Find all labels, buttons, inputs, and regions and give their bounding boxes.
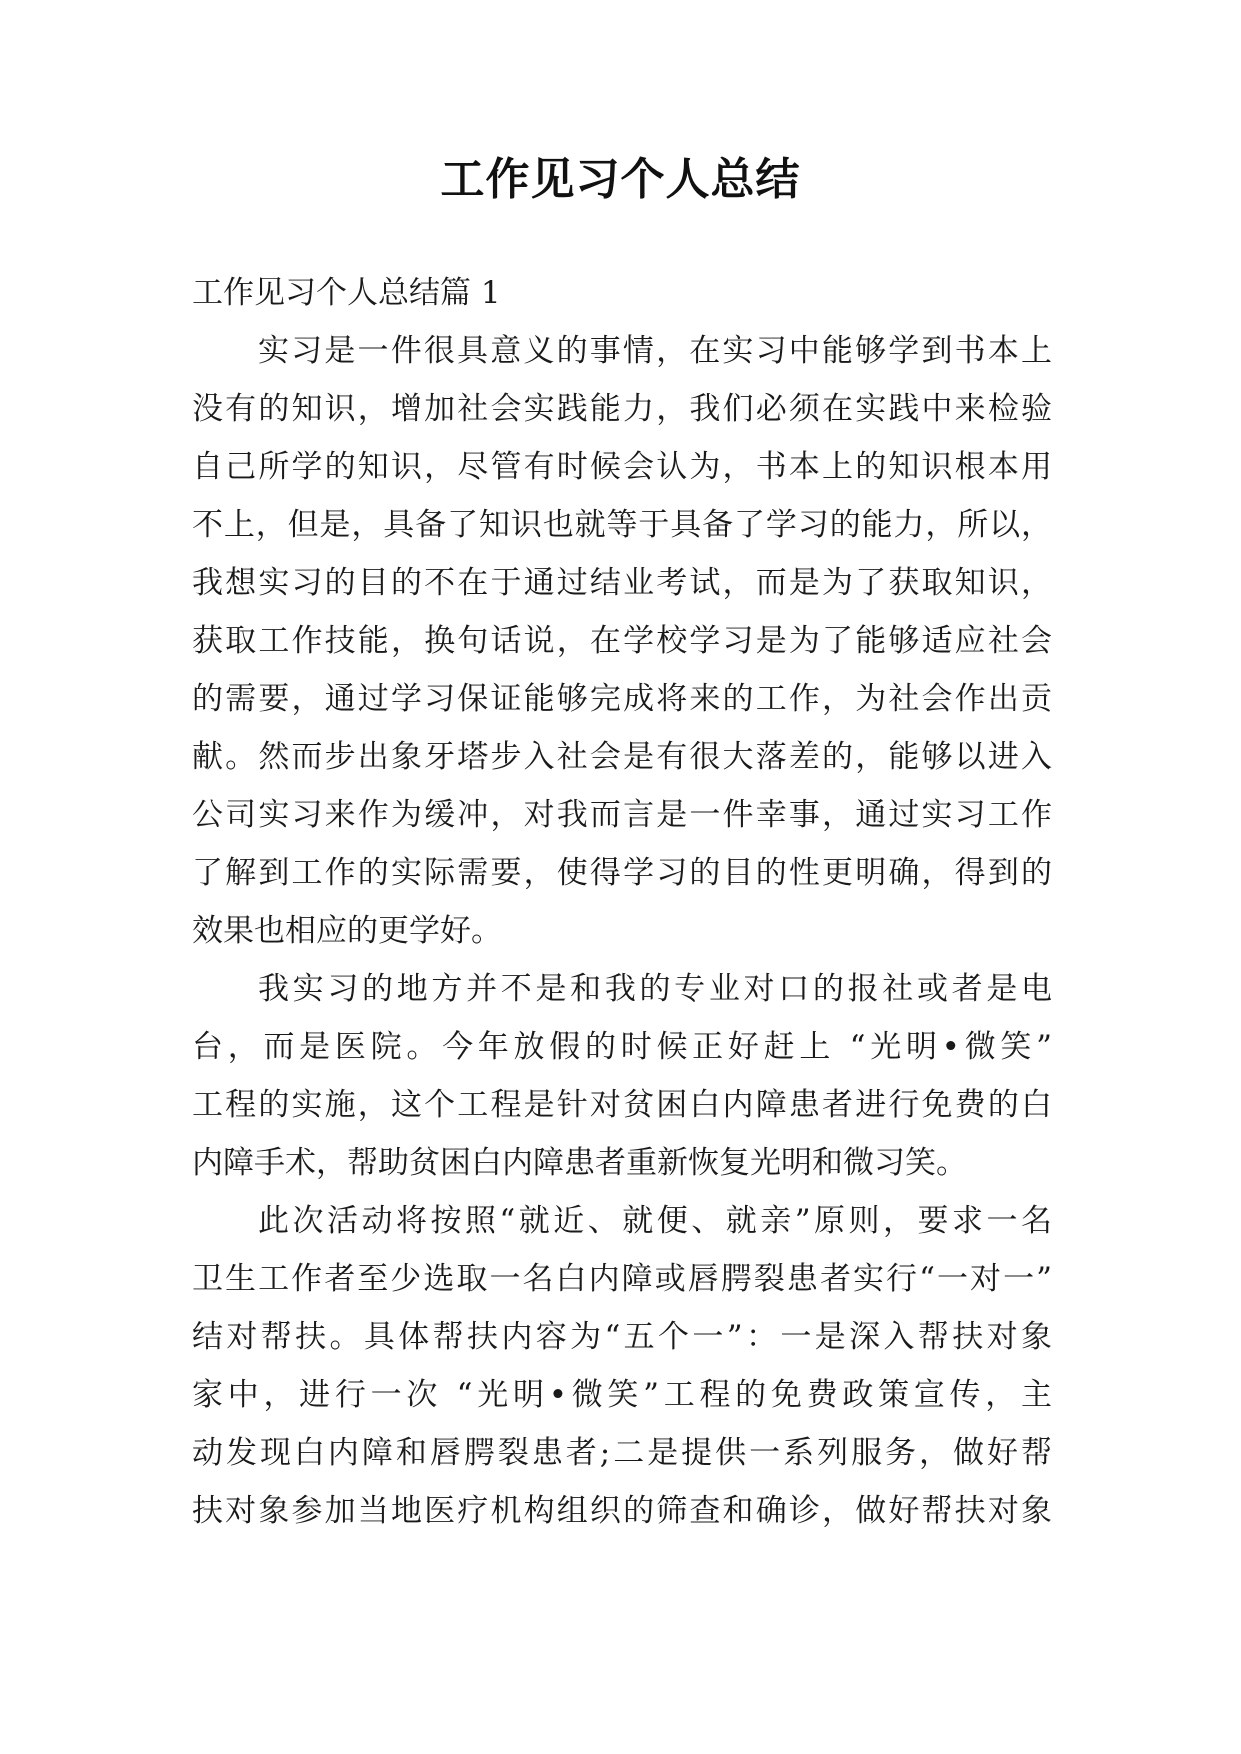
section-heading: 工作见习个人总结篇 1 (192, 275, 501, 311)
paragraph-line: 卫生工作者至少选取一名白内障或唇腭裂患者实行“一对一” (192, 1261, 1052, 1297)
document-body (192, 264, 1052, 1540)
paragraph-line: 我想实习的目的不在于通过结业考试，而是为了获取知识， (192, 565, 1052, 601)
paragraph-line: 我实习的地方并不是和我的专业对口的报社或者是电 (258, 971, 1052, 1007)
paragraph-line: 了解到工作的实际需要，使得学习的目的性更明确，得到的 (192, 855, 1052, 891)
paragraph-line: 动发现白内障和唇腭裂患者;二是提供一系列服务，做好帮 (192, 1435, 1052, 1471)
paragraph-3 (192, 1192, 1052, 1540)
paragraph-1 (192, 322, 1052, 960)
document-title: 工作见习个人总结 (440, 154, 801, 205)
paragraph-line: 不上，但是，具备了知识也就等于具备了学习的能力，所以， (192, 507, 1052, 543)
paragraph-line: 工程的实施，这个工程是针对贫困白内障患者进行免费的白 (192, 1087, 1052, 1123)
paragraph-line: 献。然而步出象牙塔步入社会是有很大落差的，能够以进入 (192, 739, 1052, 775)
paragraph-line: 此次活动将按照“就近、就便、就亲”原则，要求一名 (258, 1203, 1052, 1239)
paragraph-line: 扶对象参加当地医疗机构组织的筛查和确诊，做好帮扶对象 (192, 1493, 1052, 1529)
paragraph-line: 内障手术，帮助贫困白内障患者重新恢复光明和微习笑。 (192, 1145, 967, 1181)
paragraph-line: 台，而是医院。今年放假的时候正好赶上 “光明•微笑” (192, 1029, 1052, 1065)
paragraph-line: 自己所学的知识，尽管有时候会认为，书本上的知识根本用 (192, 449, 1052, 485)
paragraph-line: 的需要，通过学习保证能够完成将来的工作，为社会作出贡 (192, 681, 1052, 717)
paragraph-line: 结对帮扶。具体帮扶内容为“五个一”：一是深入帮扶对象 (192, 1319, 1052, 1355)
paragraph-line: 公司实习来作为缓冲，对我而言是一件幸事，通过实习工作 (192, 797, 1052, 833)
paragraph-line: 获取工作技能，换句话说，在学校学习是为了能够适应社会 (192, 623, 1052, 659)
paragraph-2 (192, 960, 1052, 1192)
paragraph-line: 实习是一件很具意义的事情，在实习中能够学到书本上 (258, 333, 1052, 369)
paragraph-line: 效果也相应的更学好。 (192, 913, 502, 949)
paragraph-line: 家中，进行一次 “光明•微笑”工程的免费政策宣传，主 (192, 1377, 1052, 1413)
paragraph-line: 没有的知识，增加社会实践能力，我们必须在实践中来检验 (192, 391, 1052, 427)
